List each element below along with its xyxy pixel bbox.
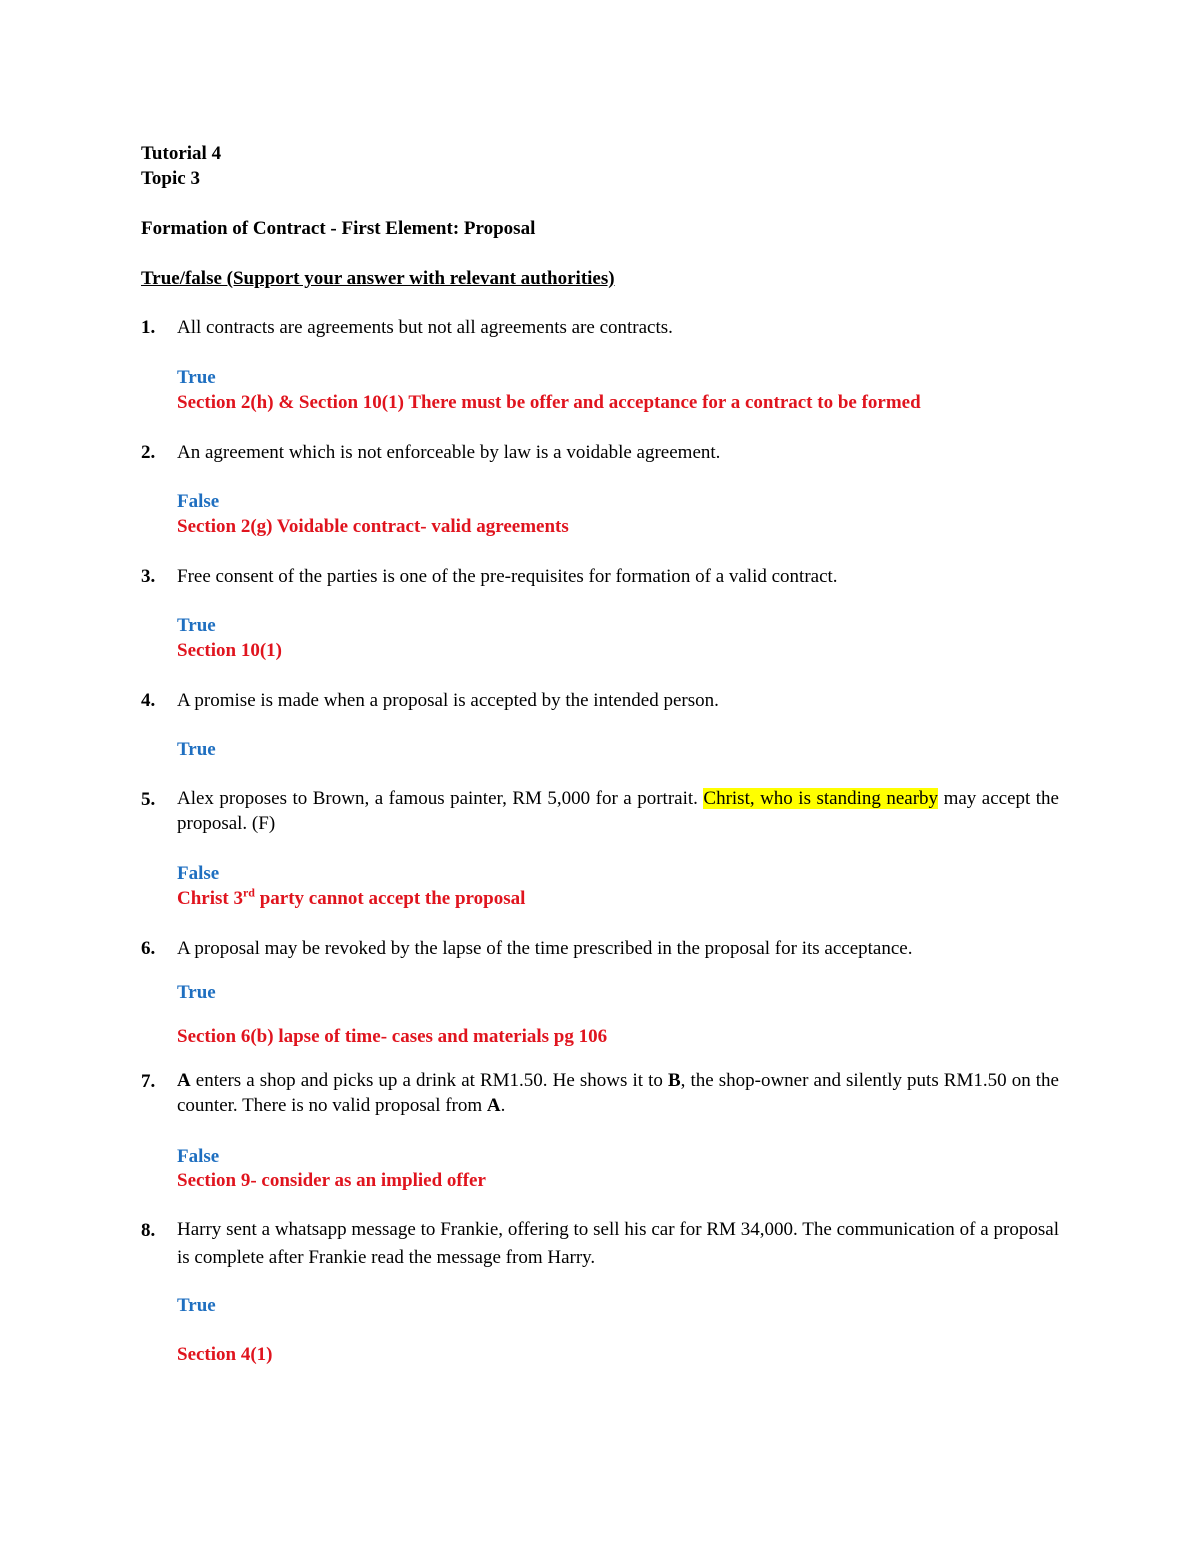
answer-label: True bbox=[177, 367, 216, 388]
question-text: An agreement which is not enforceable by law is a voidable agreement. bbox=[177, 442, 721, 463]
question-text-part: may accept the proposal. (F) bbox=[177, 788, 1059, 834]
question-text bbox=[177, 1068, 1059, 1118]
question-number: 7. bbox=[141, 1071, 156, 1092]
answer-label: False bbox=[177, 491, 220, 512]
question-text-part: . bbox=[500, 1095, 506, 1116]
question-text: Harry sent a whatsapp message to Frankie, offering to sell his car for RM 34,000. The communication of a proposal is complete after Frankie read the message from Harry. bbox=[177, 1219, 1059, 1268]
answer-label: False bbox=[177, 1146, 220, 1167]
question-number: 2. bbox=[141, 442, 156, 463]
question-text: A promise is made when a proposal is accepted by the intended person. bbox=[177, 690, 719, 711]
answer-label: True bbox=[177, 739, 216, 760]
document-title: Formation of Contract - First Element: Proposal bbox=[141, 218, 536, 239]
party-b: B bbox=[667, 1070, 681, 1091]
question-number: 1. bbox=[141, 317, 156, 338]
answer-label: True bbox=[177, 615, 216, 636]
party-a: A bbox=[486, 1095, 501, 1116]
question-text: A proposal may be revoked by the lapse of the time prescribed in the proposal for its acceptance. bbox=[177, 938, 913, 959]
highlighted-text: Christ, who is standing nearby bbox=[703, 788, 939, 809]
question-text: All contracts are agreements but not all agreements are contracts. bbox=[177, 317, 673, 338]
authority-text: Section 6(b) lapse of time- cases and materials pg 106 bbox=[177, 1026, 608, 1047]
question-text-part: enters a shop and picks up a drink at RM1.50. He shows it to bbox=[190, 1070, 668, 1091]
answer-label: False bbox=[177, 863, 220, 884]
authority-text: Section 10(1) bbox=[177, 640, 283, 661]
authority-part: Christ 3 bbox=[177, 888, 243, 909]
question-text-part: Alex proposes to Brown, a famous painter, RM 5,000 for a portrait. bbox=[177, 788, 698, 809]
authority-text: Section 2(h) & Section 10(1) There must be offer and acceptance for a contract to be formed bbox=[177, 392, 921, 413]
authority-text bbox=[177, 887, 525, 911]
question-number: 5. bbox=[141, 789, 156, 810]
authority-part: party cannot accept the proposal bbox=[254, 888, 526, 909]
authority-text: Section 9- consider as an implied offer bbox=[177, 1170, 486, 1191]
question-number: 4. bbox=[141, 690, 156, 711]
question-text bbox=[177, 786, 1059, 836]
answer-label: True bbox=[177, 982, 216, 1003]
authority-text: Section 4(1) bbox=[177, 1344, 273, 1365]
question-number: 8. bbox=[141, 1220, 156, 1241]
question-text: Free consent of the parties is one of the pre-requisites for formation of a valid contract. bbox=[177, 566, 838, 587]
topic-heading: Topic 3 bbox=[141, 168, 200, 189]
party-a: A bbox=[177, 1070, 191, 1091]
answer-label: True bbox=[177, 1295, 216, 1316]
tutorial-heading: Tutorial 4 bbox=[141, 143, 222, 164]
authority-text: Section 2(g) Voidable contract- valid agreements bbox=[177, 516, 569, 537]
question-number: 6. bbox=[141, 938, 156, 959]
instruction-heading: True/false (Support your answer with relevant authorities) bbox=[141, 268, 615, 289]
superscript: rd bbox=[242, 885, 255, 900]
question-text-part: , the shop-owner and silently puts RM1.50 on the counter. There is no valid proposal from bbox=[177, 1070, 1059, 1116]
question-number: 3. bbox=[141, 566, 156, 587]
